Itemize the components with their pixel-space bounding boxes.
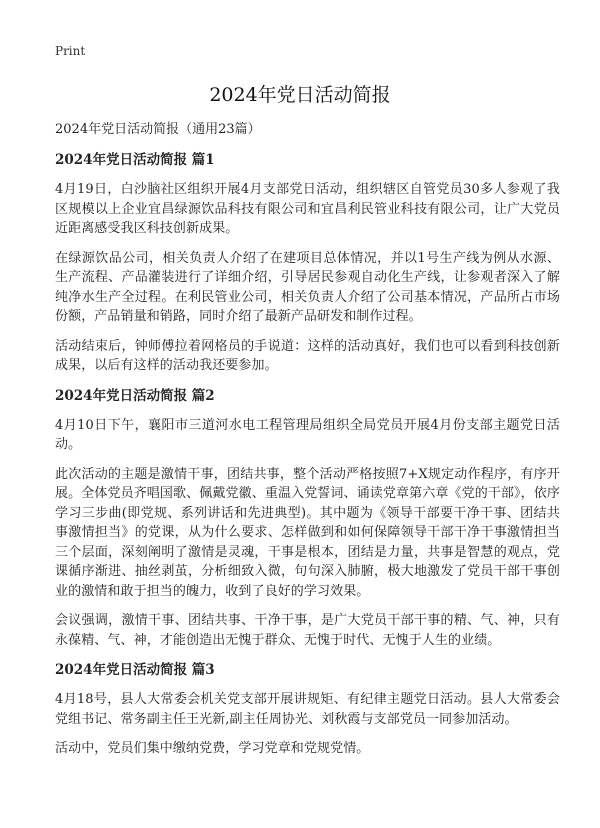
print-link[interactable]: Print <box>55 44 86 58</box>
section-3 <box>55 660 560 759</box>
page-title: 2024年党日活动简报 <box>209 84 391 106</box>
paragraph: 4月18号，县人大常委会机关党支部开展讲规矩、有纪律主题党日活动。县人大常委会党组书记、常务副主任王光新,副主任周协光、刘秋霞与支部党员一同参加活动。 <box>55 692 560 727</box>
section-heading: 2024年党日活动简报 篇1 <box>55 152 215 168</box>
paragraph: 会议强调，激情干事、团结共事、干净干事，是广大党员干部干事的精、气、神，只有永葆精、气、神，才能创造出无愧于群众、无愧于时代、无愧于人生的业绩。 <box>55 613 560 648</box>
paragraph: 活动中，党员们集中缴纳党费，学习党章和党规党情。 <box>55 741 370 756</box>
section-2 <box>55 386 560 651</box>
section-heading: 2024年党日活动简报 篇2 <box>55 387 215 404</box>
paragraph: 此次活动的主题是激情干事，团结共事，整个活动严格按照7+X规定动作程序，有序开展。全体党员齐唱国歌、佩戴党徽、重温入党誓词、诵读党章第六章《党的干部》，依序学习三步曲(即党规、系列讲话和先进典型)。其中题为《领导干部要干净干事、团结共事激情担当》的党课，从为什么要求、怎样做到和如何保障领导干部干净干事激情担当三个层面，深刻阐明了激情是灵魂，干事是根本，团结是力量，共事是智慧的观点，党课循序渐进、抽丝剥茧，分析细致入微，句句深入肺腑，极大地激发了党员干部干事创业的激情和敢于担当的魄力，收到了良好的学习效果。 <box>55 466 560 599</box>
document-subtitle: 2024年党日活动简报（通用23篇） <box>55 122 261 137</box>
paragraph: 4月10日下午，襄阳市三道河水电工程管理局组织全局党员开展4月份支部主题党日活动。 <box>55 417 560 452</box>
paragraph: 活动结束后，钟师傅拉着网格员的手说道：这样的活动真好，我们也可以看到科技创新成果，以后有这样的活动我还要参加。 <box>55 338 560 373</box>
section-1 <box>55 150 560 376</box>
paragraph: 4月19日，白沙脑社区组织开展4月支部党日活动，组织辖区自管党员30多人参观了我区规模以上企业宜昌绿源饮品科技有限公司和宜昌利民管业科技有限公司，让广大党员近距离感受我区科技创新成果。 <box>55 182 560 236</box>
section-heading: 2024年党日活动简报 篇3 <box>55 662 215 678</box>
document-body <box>55 120 560 769</box>
paragraph: 在绿源饮品公司，相关负责人介绍了在建项目总体情况，并以1号生产线为例从水源、生产流程、产品灌装进行了详细介绍，引导居民参观自动化生产线，让参观者深入了解纯净水生产全过程。在利民管业公司，相关负责人介绍了公司基本情况，产品所占市场份额，产品销量和销路，同时介绍了最新产品研发和制作过程。 <box>55 250 560 324</box>
